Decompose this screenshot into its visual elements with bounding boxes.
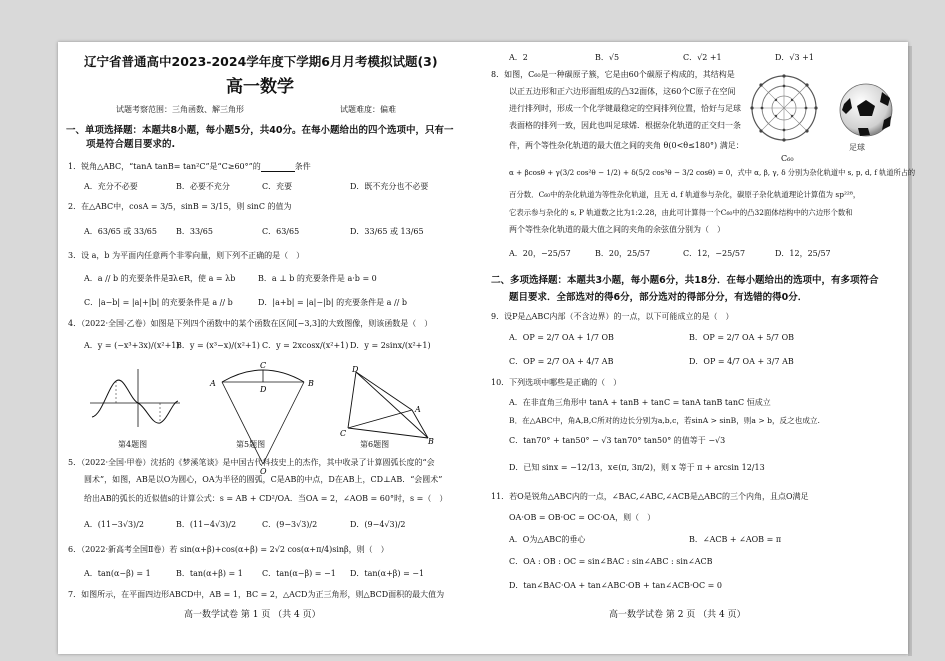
q8-line1: 8．如图，C₆₀是一种碳原子簇，它是由60个碳原子构成的，其结构是 xyxy=(491,70,735,79)
q11-option-c: C．OA : OB : OC = sin∠BAC : sin∠ABC : sin∠ACB xyxy=(509,557,713,566)
q7-option-d: D．√3 +1 xyxy=(775,53,814,62)
q1-option-a: A．充分不必要 xyxy=(84,182,138,191)
exam-difficulty: 试题难度：偏难 xyxy=(340,105,396,114)
q9-option-b: B．OP = 2/7 OA + 5/7 OB xyxy=(689,333,795,342)
section1-heading-2: 项是符合题目要求的. xyxy=(86,139,176,150)
q8-line4: 表面格的排列一致，因此也叫足球烯．根据杂化轨道的正交归一条 xyxy=(509,121,741,130)
q10-option-d: D．已知 sinx = −12/13，x∈(π, 3π/2)，则 x 等于 π + arcsin 12/13 xyxy=(509,463,765,472)
q8-line2: 以正五边形和正六边形面组成的凸32面体，这60个C原子在空间 xyxy=(509,87,736,96)
figure-5-caption: 第5题图 xyxy=(236,440,266,449)
section2-heading: 二、多项选择题：本题共3小题，每小题6分，共18分．在每小题给出的选项中，有多项符合 xyxy=(491,275,879,286)
q1-option-c: C．充要 xyxy=(262,182,293,191)
c60-molecule-figure xyxy=(748,72,820,152)
q3-option-d: D．|a+b| = |a|−|b| 的充要条件是 a // b xyxy=(258,298,408,307)
page-1-footer: 高一数学试卷 第 1 页 （共 4 页） xyxy=(184,610,321,620)
q9-option-c: C．OP = 2/7 OA + 4/7 AB xyxy=(509,357,614,366)
exam-subject: 高一数学 xyxy=(226,77,294,97)
section1-heading: 一、单项选择题：本题共8小题，每小题5分，共40分。在每小题给出的四个选项中，只有一 xyxy=(66,125,454,136)
answer-blank xyxy=(261,163,295,172)
exam-sheet xyxy=(58,42,916,654)
q10-option-b: B．在△ABC中，角A,B,C所对的边长分别为a,b,c，若sinA > sinB，则a > b，反之也成立. xyxy=(509,416,820,425)
q8-line9: 两个等性杂化轨道的最大值之间的夹角的余弦值分别为（ ） xyxy=(509,225,725,234)
label-d: D xyxy=(352,365,359,374)
q6-quadrilateral-figure xyxy=(338,364,438,444)
q2-option-a: A．63/65 或 33/65 xyxy=(84,227,157,236)
q1-stem-end: 条件 xyxy=(294,162,311,171)
q5-line2: 圆术”，如图，AB是以O为圆心，OA为半径的圆弧，C是AB的中点，D在AB上，CD⊥AB．“会圆术” xyxy=(84,475,443,484)
q5-line1: 5．（2022·全国·甲卷）沈括的《梦溪笔谈》是中国古代科技史上的杰作，其中收录了计算圆弧长度的“会 xyxy=(68,458,435,467)
q10-option-c: C．tan70° + tan50° − √3 tan70° tan50° 的值等于 −√3 xyxy=(509,436,726,445)
q7-option-b: B．√5 xyxy=(595,53,620,62)
label-o: O xyxy=(260,467,267,476)
q5-option-d: D．(9−4√3)/2 xyxy=(350,520,406,529)
exam-scope: 试题考察范围：三角函数、解三角形 xyxy=(116,105,244,114)
q8-option-a: A．20，−25/57 xyxy=(509,249,571,258)
q4-option-c: C．y = 2xcosx/(x²+1) xyxy=(262,341,349,350)
label-c: C xyxy=(340,429,347,438)
q1-option-d: D．既不充分也不必要 xyxy=(350,182,429,191)
label-b: B xyxy=(428,437,434,444)
q11-option-d: D．tan∠BAC·OA + tan∠ABC·OB + tan∠ACB·OC = 0 xyxy=(509,581,722,590)
figure-4-caption: 第4题图 xyxy=(118,440,148,449)
q8-option-b: B．20，25/57 xyxy=(595,249,651,258)
q1-option-b: B．必要不充分 xyxy=(176,182,230,191)
q2-option-d: D．33/65 或 13/65 xyxy=(350,227,424,236)
q4-option-b: B．y = (x³−x)/(x²+1) xyxy=(176,341,260,350)
label-b: B xyxy=(308,379,314,388)
label-a: A xyxy=(415,405,421,414)
q5-option-c: C．(9−3√3)/2 xyxy=(262,520,318,529)
q1-stem-text: 1．锐角△ABC，“tanA tanB= tan²C”是“C≥60°”的 xyxy=(68,162,261,171)
q11-line1: 11．若O是锐角△ABC内的一点，∠BAC,∠ABC,∠ACB是△ABC的三个内角，且点O满足 xyxy=(491,492,809,501)
q9-option-d: D．OP = 4/7 OA + 3/7 AB xyxy=(689,357,794,366)
q8-option-c: C．12，−25/57 xyxy=(683,249,746,258)
page-2-footer: 高一数学试卷 第 2 页 （共 4 页） xyxy=(609,610,746,620)
c60-caption: C₆₀ xyxy=(781,154,794,163)
exam-title: 辽宁省普通高中2023-2024学年度下学期6月月考模拟试题(3) xyxy=(84,54,438,69)
label-a: A xyxy=(210,379,216,388)
q8-option-d: D．12，25/57 xyxy=(775,249,831,258)
q4-stem: 4．（2022·全国·乙卷）如图是下列四个函数中的某个函数在区间[−3,3]的大致图像，则该函数是（ ） xyxy=(68,319,433,328)
q4-function-graph xyxy=(86,367,182,429)
q6-option-c: C．tan(α−β) = −1 xyxy=(262,569,336,578)
q9-option-a: A．OP = 2/7 OA + 1/7 OB xyxy=(509,333,614,342)
q8-line5: 件，两个等性杂化轨道的最大值之间的夹角 θ(0<θ≤180°) 满足： xyxy=(509,141,744,150)
q6-option-a: A．tan(α−β) = 1 xyxy=(84,569,151,578)
q8-line8: 它表示参与杂化的 s, P 轨道数之比为1:2.28，由此可计算得一个C₆₀中的凸32面体结构中的六边形个数和 xyxy=(509,208,853,217)
q8-line7: 百分数．C₆₀中的杂化轨道为等性杂化轨道，且无 d, f 轨道参与杂化，碳原子杂化轨道理论计算值为 sp²²⁸， xyxy=(509,190,861,199)
right-page xyxy=(483,42,916,654)
q10-option-a: A．在非直角三角形中 tanA + tanB + tanC = tanA tanB tanC 恒成立 xyxy=(509,398,771,407)
q7-stem: 7．如图所示，在平面四边形ABCD中，AB = 1，BC = 2，△ACD为正三角形，则△BCD面积的最大值为 xyxy=(68,590,445,599)
q9-stem: 9．设P是△ABC内部（不含边界）的一点，以下可能成立的是（ ） xyxy=(491,312,734,321)
q10-stem: 10．下列选项中哪些是正确的（ ） xyxy=(491,378,622,387)
q2-stem: 2．在△ABC中，cosA = 3/5，sinB = 3/15，则 sinC 的值为 xyxy=(68,202,292,211)
q5-line3: 给出AB的弧长的近似值s的计算公式：s = AB + CD²/OA．当OA = 2，∠AOB = 60°时，s =（ ） xyxy=(84,494,448,503)
q11-line2: OA·OB = OB·OC = OC·OA，则（ ） xyxy=(509,513,656,522)
q11-option-a: A．O为△ABC的垂心 xyxy=(509,535,586,544)
label-c: C xyxy=(260,361,267,370)
q5-option-b: B．(11−4√3)/2 xyxy=(176,520,237,529)
q7-option-c: C．√2 +1 xyxy=(683,53,722,62)
q11-option-b: B．∠ACB + ∠AOB = π xyxy=(689,535,782,544)
q8-line3: 进行排列时，形成一个化学键最稳定的空间排列位置，恰好与足球 xyxy=(509,104,741,113)
q4-option-a: A．y = (−x³+3x)/(x²+1) xyxy=(84,341,180,350)
section2-heading-2: 题目要求．全部选对的得6分，部分选对的得部分分，有选错的得0分． xyxy=(509,292,808,303)
page-shadow xyxy=(908,46,912,656)
q8-line6: α + βcosθ + γ(3/2 cos²θ − 1/2) + δ(5/2 cos³θ − 3/2 cosθ) = 0，式中 α, β, γ, δ 分别为杂化轨道中 s, p, d, f 轨道所占的 xyxy=(509,168,916,177)
q6-stem: 6．（2022·新高考全国Ⅱ卷）若 sin(α+β)+cos(α+β) = 2√2 cos(α+π/4)sinβ，则（ ） xyxy=(68,545,389,554)
q3-stem: 3．设 a，b 为平面内任意两个非零向量，则下列不正确的是（ ） xyxy=(68,251,305,260)
q3-option-a: A．a // b 的充要条件是∃λ∈R，使 a = λb xyxy=(84,274,236,283)
left-page xyxy=(58,42,483,654)
q2-option-c: C．63/65 xyxy=(262,227,300,236)
q3-option-b: B．a ⊥ b 的充要条件是 a·b = 0 xyxy=(258,274,377,283)
q6-option-b: B．tan(α+β) = 1 xyxy=(176,569,243,578)
q2-option-b: B．33/65 xyxy=(176,227,213,236)
label-d: D xyxy=(260,385,267,394)
q7-option-a: A．2 xyxy=(509,53,528,62)
football-caption: 足球 xyxy=(849,143,865,152)
q4-option-d: D．y = 2sinx/(x²+1) xyxy=(350,341,431,350)
q1-stem xyxy=(68,162,311,172)
football-figure xyxy=(838,82,894,138)
q3-option-c: C．|a−b| = |a|+|b| 的充要条件是 a // b xyxy=(84,298,233,307)
figure-6-caption: 第6题图 xyxy=(360,440,390,449)
q5-option-a: A．(11−3√3)/2 xyxy=(84,520,144,529)
q6-option-d: D．tan(α+β) = −1 xyxy=(350,569,425,578)
